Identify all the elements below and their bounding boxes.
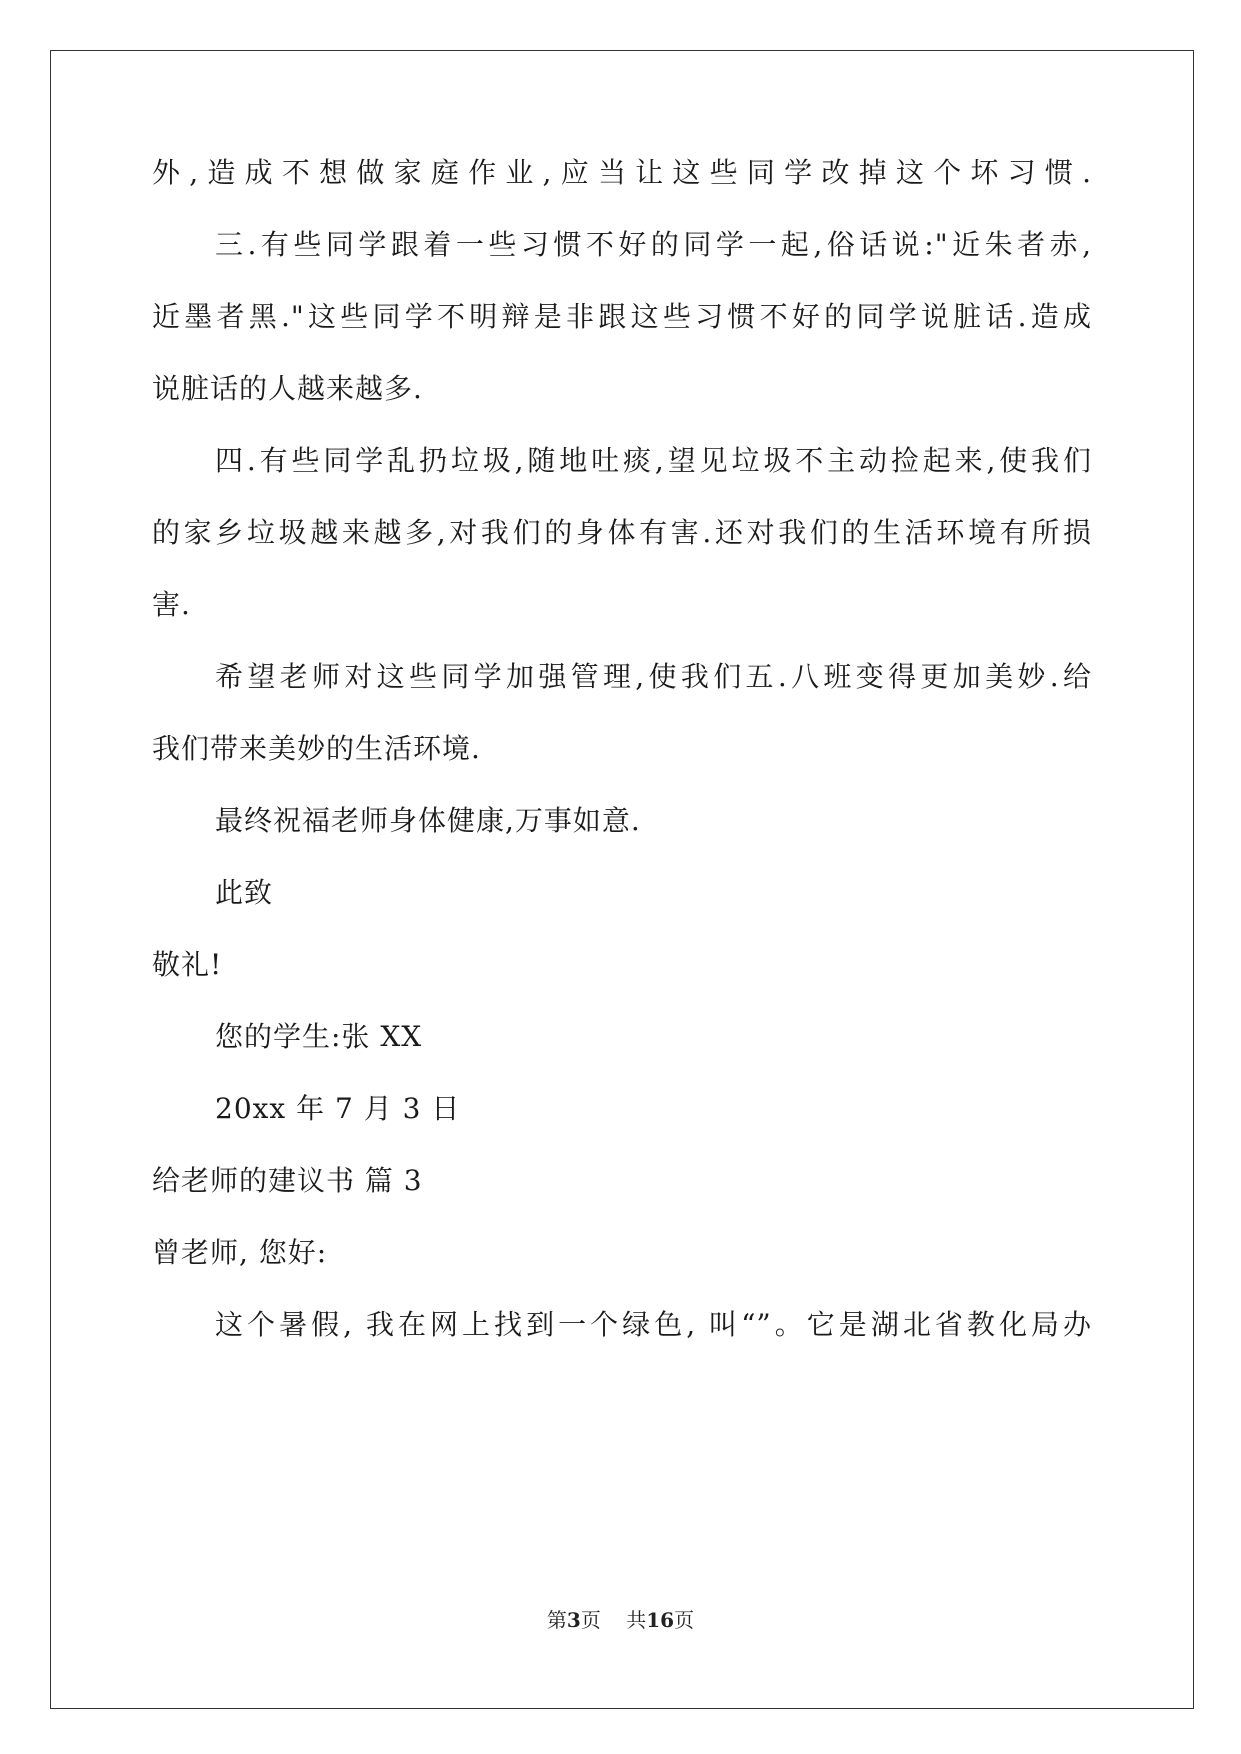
text-line-9: 我们带来美妙的生活环境. [152, 732, 481, 765]
text-line-4: 说脏话的人越来越多. [152, 372, 423, 405]
text-line-3: 近墨者黑."这些同学不明辩是非跟这些习惯不好的同学说脏话.造成 [152, 300, 1092, 333]
footer-suffix: 页 [674, 1608, 695, 1632]
text-line-7: 害. [152, 588, 191, 621]
closing-salutation: 此致 [215, 876, 274, 909]
closing-respect: 敬礼! [152, 948, 223, 981]
current-page-number: 3 [566, 1608, 581, 1632]
text-line-10: 最终祝福老师身体健康,万事如意. [215, 804, 641, 837]
letter-date: 20xx 年 7 月 3 日 [215, 1092, 461, 1125]
footer-middle: 页 共 [580, 1608, 647, 1632]
total-page-count: 16 [646, 1608, 675, 1632]
text-line-17: 这个暑假, 我在网上找到一个绿色, 叫“”。它是湖北省教化局办 [215, 1308, 1092, 1341]
text-line-6: 的家乡垃圾越来越多,对我们的身体有害.还对我们的生活环境有所损 [152, 516, 1092, 549]
text-line-8: 希望老师对这些同学加强管理,使我们五.八班变得更加美妙.给 [215, 660, 1092, 693]
text-line-1: 外,造成不想做家庭作业,应当让这些同学改掉这个坏习惯. [152, 156, 1092, 189]
greeting: 曾老师, 您好: [152, 1236, 328, 1269]
footer-prefix: 第 [546, 1608, 567, 1632]
signature: 您的学生:张 XX [215, 1020, 423, 1053]
section-heading: 给老师的建议书 篇 3 [152, 1164, 423, 1197]
page-footer [0, 1608, 1241, 1632]
text-line-2: 三.有些同学跟着一些习惯不好的同学一起,俗话说:"近朱者赤, [215, 228, 1092, 261]
text-line-5: 四.有些同学乱扔垃圾,随地吐痰,望见垃圾不主动捡起来,使我们 [215, 444, 1092, 477]
